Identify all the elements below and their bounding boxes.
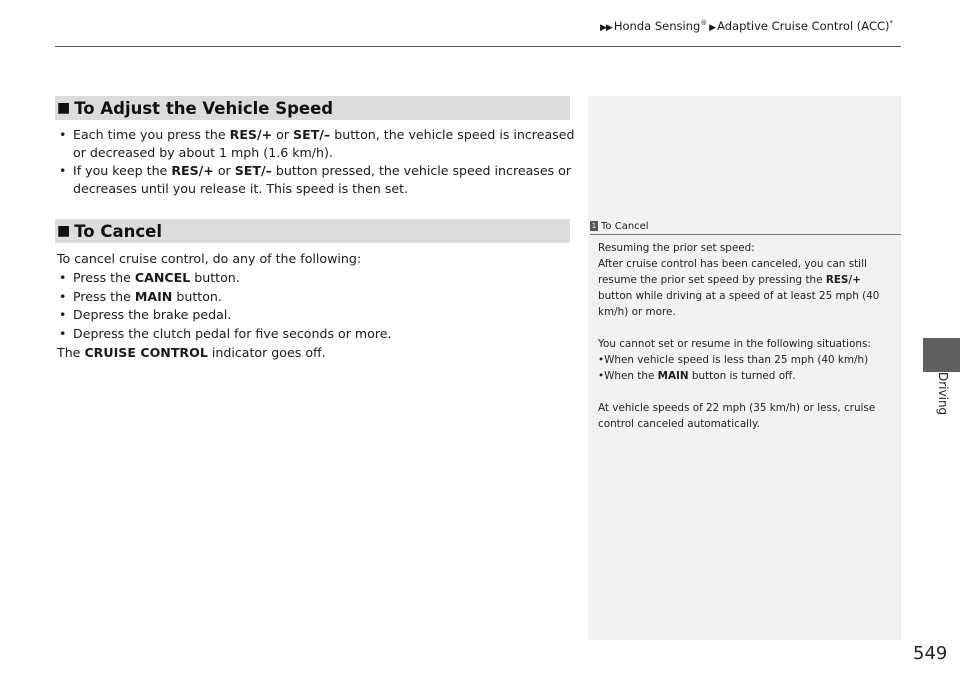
res-button-label: RES/+ [229, 127, 273, 142]
note-title-text: To Cancel [601, 221, 649, 232]
breadcrumb-arrow-icon: ▶▶ [600, 23, 612, 33]
list-item [57, 162, 577, 198]
note-title[interactable] [590, 221, 649, 232]
note-body [598, 240, 898, 448]
text: button, the vehicle speed is increased or decreased by about 1 mph (1.6 km/h). [73, 127, 575, 160]
text: indicator goes off. [207, 344, 326, 360]
breadcrumb-honda-sensing[interactable]: Honda Sensing [613, 19, 701, 33]
chapter-label: Driving [936, 372, 950, 416]
breadcrumb-acc[interactable]: Adaptive Cruise Control (ACC) [717, 19, 890, 33]
asterisk-mark: * [889, 19, 894, 28]
set-button-label: SET/– [234, 163, 272, 178]
note-marker-icon: 1 [591, 222, 597, 230]
text: Press the [73, 288, 135, 304]
bullet-dot-icon: • [59, 288, 67, 304]
text: button is turned off. [688, 370, 796, 382]
text: Press the [73, 269, 135, 285]
bullet-dot-icon: • [59, 307, 67, 323]
list-item [57, 288, 577, 307]
list-item [57, 325, 577, 344]
text: After cruise control has been canceled, you can still resume the prior set speed by pressing the [598, 258, 867, 286]
list-item [57, 126, 577, 162]
square-bullet-icon: ■ [57, 223, 71, 239]
outro-text [57, 344, 577, 363]
text: If you keep the [73, 163, 172, 178]
bullet-dot-icon: • [59, 127, 67, 142]
registered-mark: ® [700, 19, 708, 28]
indicator-label: CRUISE CONTROL [84, 344, 208, 360]
text: button. [172, 288, 222, 304]
text: Resuming the prior set speed: [598, 242, 755, 254]
chapter-tab[interactable] [923, 338, 960, 372]
main-button-label: MAIN [134, 288, 173, 304]
text: The [57, 344, 85, 360]
text: or [272, 127, 294, 142]
note-paragraph [598, 240, 898, 320]
text: button. [190, 269, 240, 285]
text: When vehicle speed is less than 25 mph (40 km/h) [604, 354, 869, 366]
bullet-dot-icon: • [59, 163, 67, 178]
text: When the [604, 370, 658, 382]
page-number: 549 [913, 643, 948, 664]
note-divider [590, 234, 901, 235]
text: button pressed, the vehicle speed increases or decreases until you release it. This speed is then set. [73, 163, 572, 196]
note-paragraph [598, 336, 898, 384]
text: You cannot set or resume in the following situations: [598, 338, 871, 350]
main-button-label: MAIN [657, 370, 689, 382]
breadcrumb-arrow-icon: ▶ [707, 23, 716, 33]
text: Each time you press the [73, 127, 230, 142]
text: button while driving at a speed of at least 25 mph (40 km/h) or more. [598, 290, 880, 318]
cancel-instructions [57, 250, 577, 363]
note-paragraph: At vehicle speeds of 22 mph (35 km/h) or less, cruise control canceled automatically. [598, 402, 876, 430]
section-heading-adjust-speed [55, 96, 570, 120]
text: or [213, 163, 235, 178]
section-heading-cancel [55, 219, 570, 243]
text: Depress the brake pedal. [73, 307, 232, 323]
square-bullet-icon: ■ [57, 100, 71, 116]
list-item [57, 306, 577, 325]
adjust-speed-list [57, 126, 577, 198]
res-button-label: RES/+ [171, 163, 214, 178]
section-title: To Adjust the Vehicle Speed [74, 98, 334, 118]
bullet-dot-icon: • [59, 269, 67, 285]
text: Depress the clutch pedal for five seconds or more. [73, 326, 392, 342]
section-title: To Cancel [74, 221, 162, 241]
res-button-label: RES/+ [825, 274, 861, 286]
set-button-label: SET/– [293, 127, 331, 142]
list-item: •When the MAIN button is turned off. [598, 370, 796, 382]
bullet-dot-icon: • [59, 326, 67, 342]
list-item [57, 269, 577, 288]
cancel-button-label: CANCEL [134, 269, 191, 285]
breadcrumb [600, 19, 893, 33]
intro-text: To cancel cruise control, do any of the following: [57, 251, 362, 266]
header-divider [55, 46, 901, 47]
list-item: •When vehicle speed is less than 25 mph (40 km/h) [598, 354, 869, 366]
